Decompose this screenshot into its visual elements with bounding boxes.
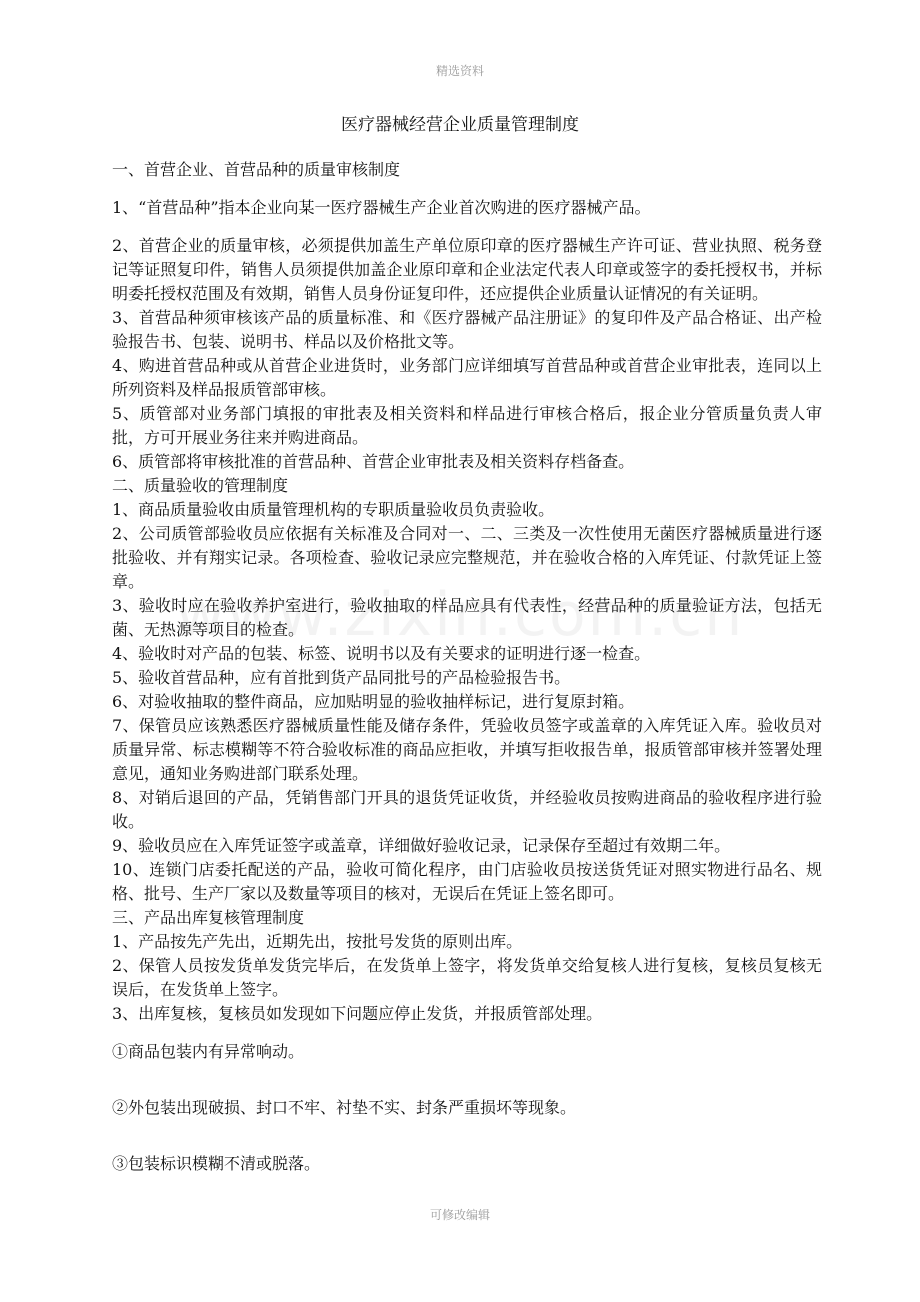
paragraph: 5、质管部对业务部门填报的审批表及相关资料和样品进行审核合格后，报企业分管质量负责人审批，方可开展业务往来并购进商品。 — [112, 404, 822, 447]
paragraph: 4、验收时对产品的包装、标签、说明书以及有关要求的证明进行逐一检查。 — [112, 644, 651, 663]
paragraph: 1、产品按先产先出，近期先出，按批号发货的原则出库。 — [112, 932, 523, 951]
paragraph: 3、首营品种须审核该产品的质量标准、和《医疗器械产品注册证》的复印件及产品合格证、出产检验报告书、包装、说明书、样品以及价格批文等。 — [112, 308, 822, 351]
list-item: ②外包装出现破损、封口不牢、衬垫不实、封条严重损坏等现象。 — [112, 1098, 577, 1117]
paragraph: 7、保管员应该熟悉医疗器械质量性能及储存条件，凭验收员签字或盖章的入库凭证入库。验收员对质量异常、标志模糊等不符合验收标准的商品应拒收，并填写拒收报告单，报质管部审核并签署处理意见，通知业务购进部门联系处理。 — [112, 716, 822, 783]
section-heading-3: 三、产品出库复核管理制度 — [112, 908, 305, 927]
paragraph: 2、保管人员按发货单发货完毕后，在发货单上签字，将发货单交给复核人进行复核，复核员复核无误后，在发货单上签字。 — [112, 956, 822, 999]
paragraph: 8、对销后退回的产品，凭销售部门开具的退货凭证收货，并经验收员按购进商品的验收程序进行验收。 — [112, 788, 822, 831]
paragraph: 5、验收首营品种，应有首批到货产品同批号的产品检验报告书。 — [112, 668, 571, 687]
page-header: 精选资料 — [435, 64, 484, 78]
document-title: 医疗器械经营企业质量管理制度 — [341, 115, 579, 135]
paragraph: 6、质管部将审核批准的首营品种、首营企业审批表及相关资料存档备查。 — [112, 452, 635, 471]
paragraph: 9、验收员应在入库凭证签字或盖章，详细做好验收记录，记录保存至超过有效期二年。 — [112, 836, 731, 855]
paragraph: 1、“首营品种”指本企业向某一医疗器械生产企业首次购进的医疗器械产品。 — [112, 198, 651, 217]
page-footer: 可修改编辑 — [429, 1208, 490, 1222]
paragraph: 2、公司质管部验收员应依据有关标准及合同对一、二、三类及一次性使用无菌医疗器械质量进行逐批验收、并有翔实记录。各项检查、验收记录应完整规范，并在验收合格的入库凭证、付款凭证上签章。 — [112, 524, 822, 591]
paragraph: 1、商品质量验收由质量管理机构的专职质量验收员负责验收。 — [112, 500, 555, 519]
list-item: ①商品包装内有异常响动。 — [112, 1042, 305, 1061]
section-heading-2: 二、质量验收的管理制度 — [112, 476, 289, 495]
paragraph: 3、出库复核，复核员如发现如下问题应停止发货，并报质管部处理。 — [112, 1004, 603, 1023]
paragraph: 4、购进首营品种或从首营企业进货时，业务部门应详细填写首营品种或首营企业审批表，连同以上所列资料及样品报质管部审核。 — [112, 356, 822, 399]
section-heading-1: 一、首营企业、首营品种的质量审核制度 — [112, 160, 401, 179]
paragraph: 2、首营企业的质量审核，必须提供加盖生产单位原印章的医疗器械生产许可证、营业执照、税务登记等证照复印件，销售人员须提供加盖企业原印章和企业法定代表人印章或签字的委托授权书，并标明委托授权范围及有效期，销售人员身份证复印件，还应提供企业质量认证情况的有关证明。 — [112, 236, 822, 303]
paragraph: 3、验收时应在验收养护室进行，验收抽取的样品应具有代表性，经营品种的质量验证方法，包括无菌、无热源等项目的检查。 — [112, 596, 822, 639]
paragraph: 6、对验收抽取的整件商品，应加贴明显的验收抽样标记，进行复原封箱。 — [112, 692, 635, 711]
list-item: ③包装标识模糊不清或脱落。 — [112, 1154, 321, 1173]
paragraph: 10、连锁门店委托配送的产品，验收可简化程序，由门店验收员按送货凭证对照实物进行品名、规格、批号、生产厂家以及数量等项目的核对，无误后在凭证上签名即可。 — [112, 860, 822, 903]
document-body — [112, 158, 822, 1176]
